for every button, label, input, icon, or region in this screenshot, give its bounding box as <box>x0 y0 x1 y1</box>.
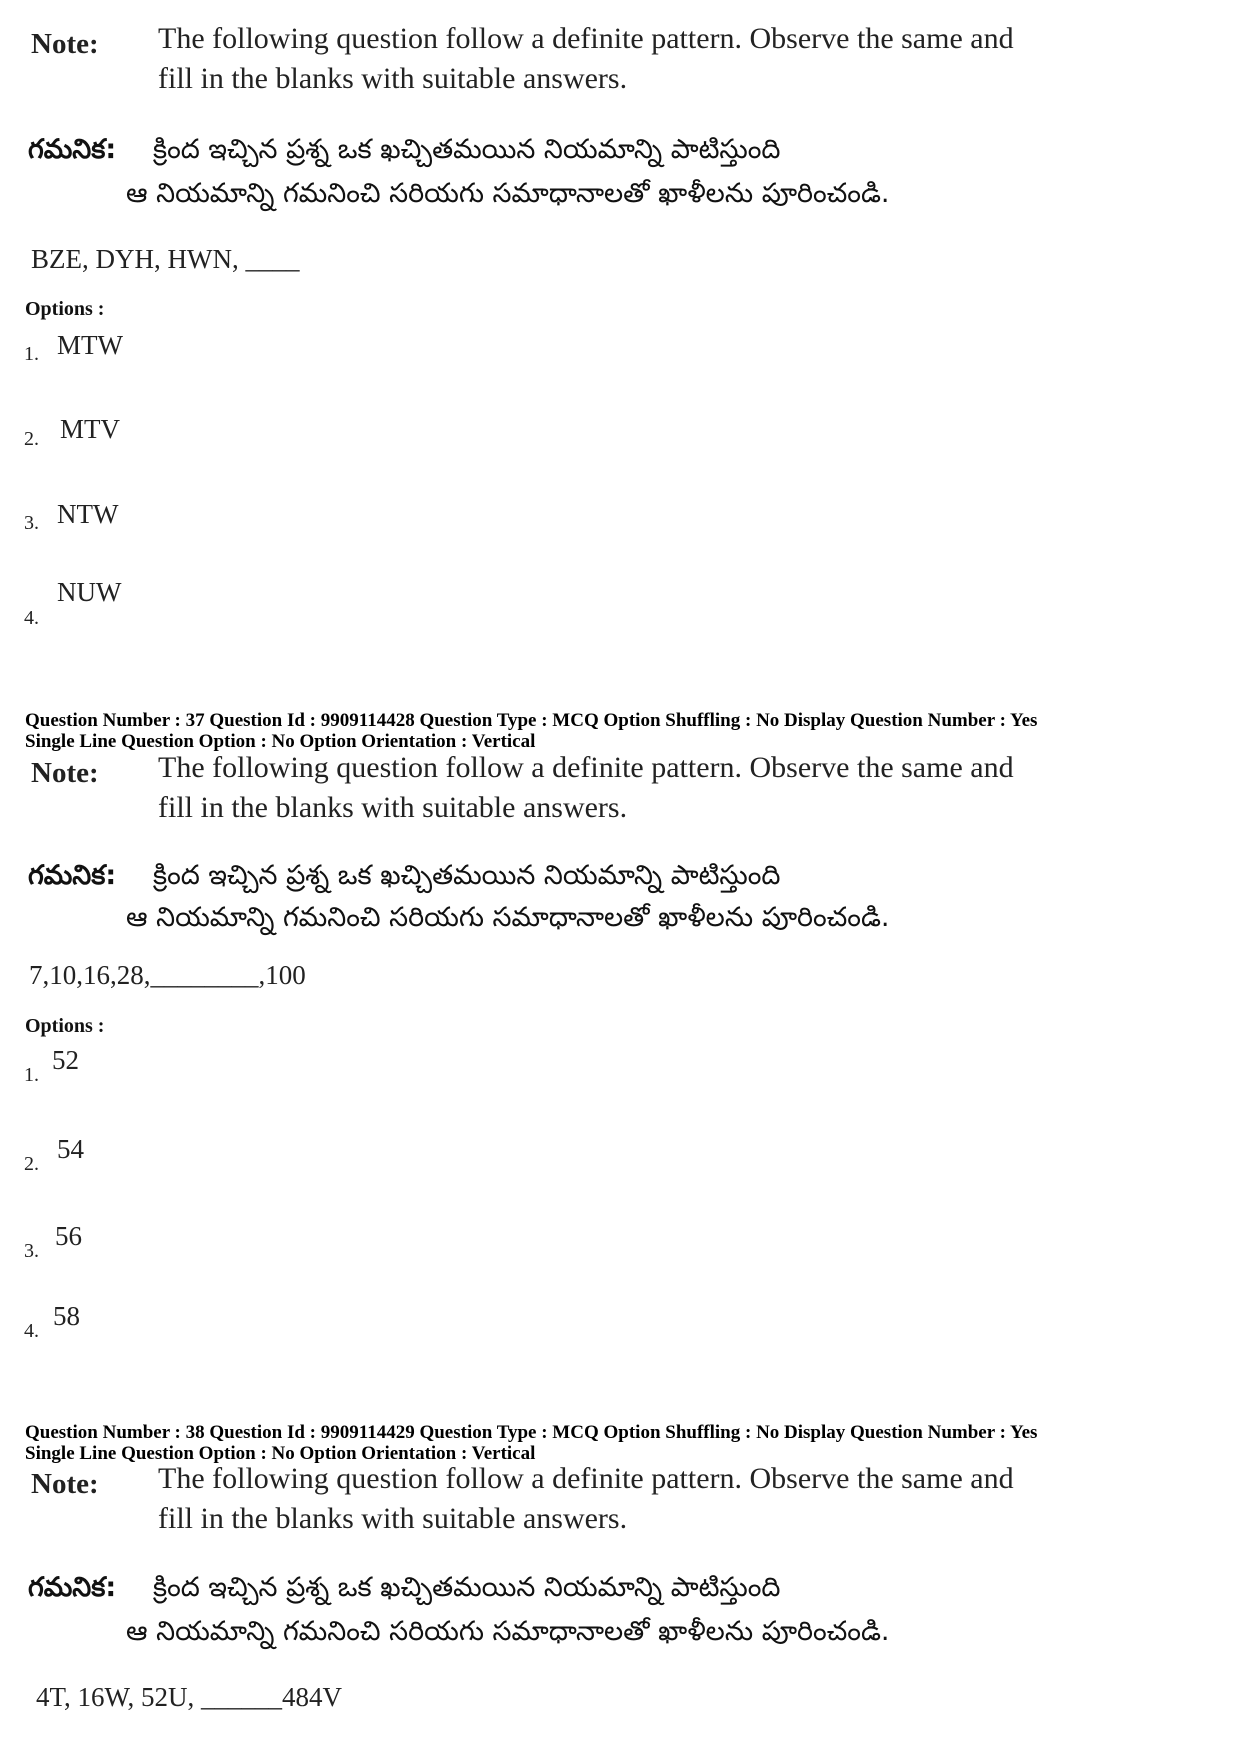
note-text-line2: fill in the blanks with suitable answers. <box>158 791 628 824</box>
option-text: MTV <box>60 414 120 444</box>
note-label: Note: <box>31 28 99 60</box>
telugu-note-line2: ఆ నియమాన్ని గమనించి సరియగు సమాధానాలతో ఖాళీలను పూరించండి. <box>126 1616 890 1647</box>
option-number: 1. <box>24 343 39 365</box>
telugu-note-label: గమనిక: <box>28 1572 117 1603</box>
option-text: 58 <box>53 1301 80 1331</box>
option-number: 1. <box>24 1064 39 1086</box>
question-meta-line2: Single Line Question Option : No Option Orientation : Vertical <box>25 731 536 752</box>
option-text: NTW <box>57 499 119 529</box>
question-text: 4T, 16W, 52U, ______484V <box>36 1682 342 1712</box>
note-text-line2: fill in the blanks with suitable answers. <box>158 1502 628 1535</box>
options-label: Options : <box>25 298 105 320</box>
telugu-note-line1: క్రింద ఇచ్చిన ప్రశ్న ఒక ఖచ్చితమయిన నియమాన్ని పాటిస్తుంది <box>153 860 781 891</box>
option-number: 3. <box>24 512 39 534</box>
option-number: 4. <box>24 607 39 629</box>
note-text-line2: fill in the blanks with suitable answers. <box>158 62 628 95</box>
option-number: 2. <box>24 428 39 450</box>
telugu-note-label: గమనిక: <box>28 860 117 891</box>
option-text: NUW <box>57 577 122 607</box>
telugu-note-line2: ఆ నియమాన్ని గమనించి సరియగు సమాధానాలతో ఖాళీలను పూరించండి. <box>126 178 890 209</box>
telugu-note-line1: క్రింద ఇచ్చిన ప్రశ్న ఒక ఖచ్చితమయిన నియమాన్ని పాటిస్తుంది <box>153 134 781 165</box>
option-text: 56 <box>55 1221 82 1251</box>
option-text: 52 <box>52 1045 79 1075</box>
option-text: MTW <box>57 330 123 360</box>
note-label: Note: <box>31 1468 99 1500</box>
option-text: 54 <box>57 1134 84 1164</box>
note-text-line1: The following question follow a definite pattern. Observe the same and <box>158 22 1014 55</box>
note-label: Note: <box>31 757 99 789</box>
note-text-line1: The following question follow a definite pattern. Observe the same and <box>158 1462 1014 1495</box>
telugu-note-label: గమనిక: <box>28 134 117 165</box>
question-meta-line1: Question Number : 37 Question Id : 9909114428 Question Type : MCQ Option Shuffling : No Display Question Number : Yes <box>25 710 1038 731</box>
note-text-line1: The following question follow a definite pattern. Observe the same and <box>158 751 1014 784</box>
options-label: Options : <box>25 1015 105 1037</box>
option-number: 3. <box>24 1240 39 1262</box>
question-meta-line2: Single Line Question Option : No Option Orientation : Vertical <box>25 1443 536 1464</box>
telugu-note-line2: ఆ నియమాన్ని గమనించి సరియగు సమాధానాలతో ఖాళీలను పూరించండి. <box>126 902 890 933</box>
question-text: 7,10,16,28,________,100 <box>29 960 306 990</box>
question-meta-line1: Question Number : 38 Question Id : 9909114429 Question Type : MCQ Option Shuffling : No Display Question Number : Yes <box>25 1422 1038 1443</box>
option-number: 2. <box>24 1153 39 1175</box>
question-text: BZE, DYH, HWN, ____ <box>31 244 300 274</box>
telugu-note-line1: క్రింద ఇచ్చిన ప్రశ్న ఒక ఖచ్చితమయిన నియమాన్ని పాటిస్తుంది <box>153 1572 781 1603</box>
option-number: 4. <box>24 1320 39 1342</box>
